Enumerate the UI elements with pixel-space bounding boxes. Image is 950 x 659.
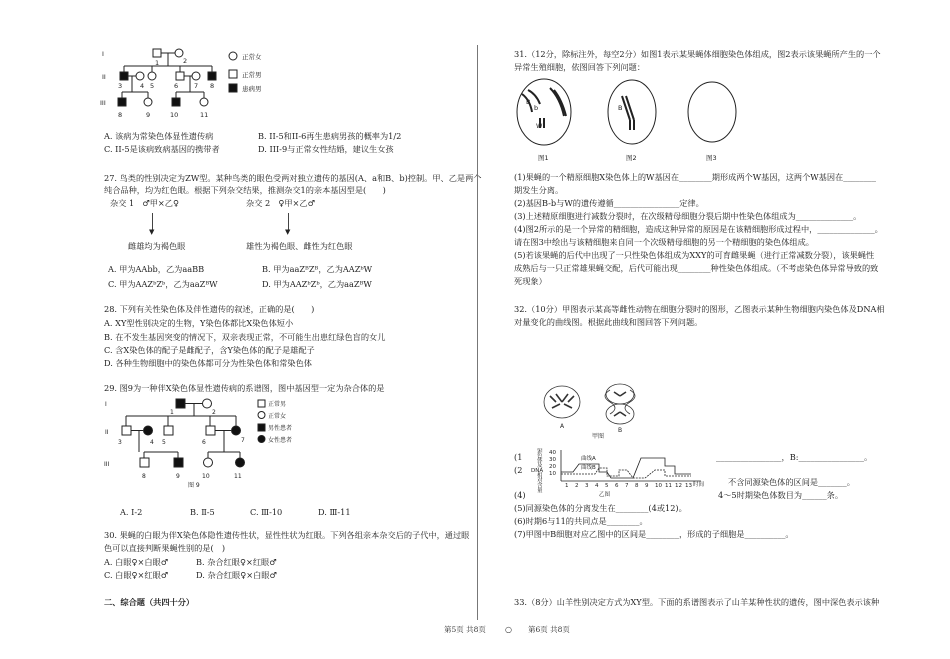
- q29-option-c: C. Ⅲ-10: [250, 507, 283, 517]
- q32-item-4-blank: 4～5时期染色体数目为______条。: [718, 490, 844, 500]
- q32-item-1-label: (1: [514, 452, 523, 462]
- svg-text:图1: 图1: [538, 154, 549, 162]
- legend-normal-male: 正常男: [242, 71, 262, 79]
- svg-text:30: 30: [549, 457, 556, 463]
- svg-text:20: 20: [549, 464, 556, 470]
- svg-text:5: 5: [162, 439, 166, 446]
- q32-figure-yi: [515, 448, 715, 498]
- svg-text:10: 10: [549, 471, 556, 477]
- q32-stem-line1: 32.（10分）甲图表示某高等雌性动物在细胞分裂时的图形，乙图表示某种生物细胞内染色体及DNA相: [514, 304, 885, 314]
- svg-text:10: 10: [202, 473, 210, 480]
- svg-text:量: 量: [537, 488, 543, 494]
- svg-text:II: II: [105, 429, 109, 436]
- svg-text:及: 及: [537, 463, 543, 469]
- q28-option-a: A. XY型性别决定的生物，Y染色体都比X染色体短小: [104, 318, 294, 328]
- footer-circle-icon: ○: [505, 625, 512, 634]
- q29-option-d: D. Ⅲ-11: [318, 507, 351, 517]
- x-tick-label: 12: [675, 483, 682, 489]
- svg-text:正常男: 正常男: [268, 401, 287, 408]
- svg-text:染: 染: [537, 448, 543, 454]
- q31-stem-line1: 31.（12分，除标注外，每空2分）如图1表示某果蝇体细胞染色体组成，图2表示该果蝇所产生的一个: [514, 49, 881, 59]
- svg-text:1: 1: [170, 409, 174, 416]
- q30-option-c: C. 白眼♀×红眼♂: [104, 570, 169, 580]
- pedigree-chart-9: [104, 394, 304, 490]
- q32-item-4-label: (4): [514, 490, 526, 500]
- svg-text:曲线A: 曲线A: [581, 456, 596, 462]
- q32-item-7: (7)甲图中B细胞对应乙图中的区间是________，形成的子细胞是__________。: [514, 529, 794, 539]
- svg-text:III: III: [104, 461, 110, 468]
- svg-text:含: 含: [537, 483, 543, 489]
- x-tick-label: 9: [645, 483, 649, 489]
- q27-option-d: D. 甲为AAZᵇZᵇ，乙为aaZᴮW: [262, 279, 372, 289]
- q27-option-b: B. 甲为aaZᴮZᴮ，乙为AAZᵇW: [262, 264, 373, 274]
- svg-text:7: 7: [194, 82, 199, 90]
- q28-stem: 28. 下列有关性染色体及伴性遗传的叙述，正确的是( ): [104, 304, 315, 314]
- q27-cross2: 杂交 2 ♀甲×乙♂: [246, 198, 315, 208]
- svg-text:8: 8: [118, 111, 123, 119]
- q32-item-3-blank: 不含同源染色体的区间是_______。: [728, 477, 855, 487]
- svg-text:图2: 图2: [626, 154, 637, 162]
- svg-text:9: 9: [146, 111, 151, 119]
- q32-item-6: (6)时期6与11的共同点是________。: [514, 516, 648, 526]
- q30-stem-line1: 30. 果蝇的白眼为伴X染色体隐性遗传性状，显性性状为红眼。下列各组亲本杂交后的子代中，通过眼: [104, 530, 470, 540]
- svg-text:4: 4: [140, 82, 145, 90]
- q27-option-c: C. 甲为AAZᵇZᵇ，乙为aaZᴮW: [108, 279, 218, 289]
- svg-text:色: 色: [537, 453, 543, 459]
- svg-text:2: 2: [212, 409, 216, 416]
- q28-option-d: D. 各种生物细胞中的染色体都可分为性染色体和常染色体: [104, 358, 312, 368]
- q29-option-a: A. Ⅰ-2: [120, 507, 143, 517]
- q31-item-5a: (5)若该果蝇的后代中出现了一只性染色体组成为XXY的可育雌果蝇（进行正常减数分裂），该果蝇性: [514, 250, 875, 260]
- svg-text:11: 11: [200, 111, 209, 119]
- svg-text:5: 5: [150, 82, 155, 90]
- q27-arrow-1-head: ▼: [149, 228, 155, 236]
- q28-option-c: C. 含X染色体的配子是雌配子，含Y染色体的配子是雄配子: [104, 345, 315, 355]
- q29-option-b: B. Ⅱ-5: [190, 507, 215, 517]
- svg-text:8: 8: [142, 473, 146, 480]
- svg-text:II: II: [102, 73, 106, 81]
- svg-text:10: 10: [170, 111, 179, 119]
- svg-text:9: 9: [176, 473, 180, 480]
- q26-option-d: D. III-9与正常女性结婚，建议生女孩: [258, 144, 394, 154]
- column-divider: [477, 45, 478, 620]
- q31-figures: [514, 76, 754, 166]
- svg-text:乙图: 乙图: [599, 492, 611, 498]
- svg-text:时间: 时间: [693, 482, 705, 488]
- q31-item-4a: (4)图2所示的是一个异常的精细胞，造成这种异常的原因是在该精细胞形成过程中，______________。: [514, 224, 883, 234]
- legend-normal-female: 正常女: [242, 53, 262, 61]
- svg-text:I: I: [102, 50, 104, 58]
- q27-result1: 雌雄均为褐色眼: [128, 241, 186, 251]
- svg-text:正常女: 正常女: [268, 413, 287, 420]
- q27-cross1: 杂交 1 ♂甲×乙♀: [110, 198, 179, 208]
- svg-text:对: 对: [537, 478, 543, 484]
- svg-text:b: b: [534, 104, 539, 112]
- svg-text:W: W: [536, 122, 543, 130]
- svg-text:DNA: DNA: [531, 468, 544, 474]
- x-tick-label: 2: [575, 483, 579, 489]
- svg-text:女性患者: 女性患者: [268, 437, 293, 444]
- q26-option-b: B. II-5和II-6再生患病男孩的概率为1/2: [258, 131, 402, 141]
- q31-item-1b: 期发生分离。: [514, 185, 564, 195]
- q27-arrow-2-head: ▼: [285, 228, 291, 236]
- legend-affected-male: 患病男: [242, 85, 262, 93]
- q31-item-3: (3)上述精原细胞进行减数分裂时，在次级精母细胞分裂后期中性染色体组成为______________。: [514, 211, 862, 221]
- footer-page-left: 第5页 共8页: [444, 625, 486, 634]
- svg-text:3: 3: [118, 439, 122, 446]
- x-tick-label: 1: [565, 483, 569, 489]
- q31-item-5b: 成熟后与一只正常雄果蝇交配，后代可能出现________种性染色体组成。（不考虑染色体异常导致的致: [514, 263, 879, 273]
- q28-option-b: B. 在不发生基因突变的情况下，双亲表现正常，不可能生出患红绿色盲的女儿: [104, 332, 386, 342]
- svg-text:B: B: [618, 104, 623, 112]
- q31-item-1a: (1)果蝇的一个精原细胞X染色体上的W基因在________期形成两个W基因，这两个W基因在________: [514, 172, 876, 182]
- svg-text:男性患者: 男性患者: [268, 425, 293, 432]
- pedigree-chart-1: [100, 46, 280, 132]
- q33-stem: 33.（8分）山羊性别决定方式为XY型。下面的系谱图表示了山羊某种性状的遗传，图中深色表示该种: [514, 597, 880, 607]
- q30-option-d: D. 杂合红眼♀×白眼♂: [196, 570, 277, 580]
- svg-text:6: 6: [174, 82, 179, 90]
- svg-text:6: 6: [202, 439, 206, 446]
- q32-item-5: (5)同源染色体的分离发生在________(4或12)。: [514, 503, 687, 513]
- q26-option-a: A. 该病为常染色体显性遗传病: [104, 131, 214, 141]
- x-tick-label: 10: [655, 483, 662, 489]
- svg-text:B: B: [526, 98, 531, 106]
- q32-item-1-blank: ________________，B:________________。: [716, 452, 873, 462]
- q30-option-b: B. 杂合红眼♀×红眼♂: [196, 557, 277, 567]
- q27-result2: 雄性为褐色眼、雌性为红色眼: [246, 241, 353, 251]
- q31-item-2: (2)基因B-b与W的遗传遵循________________定律。: [514, 198, 704, 208]
- q29-stem: 29. 图9为一种伴X染色体显性遗传病的系谱图，图中基因型一定为杂合体的是: [104, 383, 385, 393]
- q26-option-c: C. II-5是该病致病基因的携带者: [104, 144, 220, 154]
- svg-text:体: 体: [537, 458, 543, 464]
- svg-text:2: 2: [183, 57, 188, 65]
- svg-text:相: 相: [537, 473, 543, 479]
- q31-item-5c: 死现象）: [514, 276, 547, 286]
- q27-stem-line2: 纯合品种，均为红色眼。根据下列杂交结果，推测杂交1的亲本基因型是( ): [104, 185, 386, 195]
- svg-text:I: I: [105, 401, 107, 408]
- svg-text:11: 11: [234, 473, 242, 480]
- q30-stem-line2: 色可以直接判断果蝇性别的是( ): [104, 543, 226, 553]
- q31-item-4b: 请在图3中绘出与该精细胞来自同一个次级精母细胞的另一个精细胞的染色体组成。: [514, 237, 814, 247]
- svg-text:图3: 图3: [706, 154, 717, 162]
- svg-text:8: 8: [210, 82, 215, 90]
- x-tick-label: 7: [625, 483, 629, 489]
- svg-text:III: III: [100, 99, 106, 107]
- x-tick-label: 11: [665, 483, 672, 489]
- svg-text:A: A: [560, 423, 565, 430]
- svg-text:曲线B: 曲线B: [581, 465, 596, 471]
- svg-text:40: 40: [549, 450, 556, 456]
- x-tick-label: 6: [615, 483, 619, 489]
- svg-text:3: 3: [118, 82, 123, 90]
- q27-stem-line1: 27. 鸟类的性别决定为ZW型。某种鸟类的眼色受两对独立遗传的基因(A、a和B、b)控制。甲、乙是两个: [104, 173, 482, 183]
- svg-text:甲图: 甲图: [592, 433, 605, 440]
- q32-item-2-label: (2: [514, 465, 523, 475]
- q32-stem-line2: 对量变化的曲线图。根据此曲线和图回答下列问题。: [514, 317, 703, 327]
- svg-text:图 9: 图 9: [188, 482, 200, 489]
- footer-page-right: 第6页 共8页: [528, 625, 570, 634]
- svg-text:4: 4: [150, 439, 154, 446]
- svg-text:B: B: [618, 427, 623, 434]
- x-tick-label: 8: [635, 483, 639, 489]
- section2-heading: 二、综合题（共四十分）: [104, 597, 195, 607]
- svg-text:1: 1: [155, 59, 160, 67]
- q32-figure-jia: [540, 380, 660, 440]
- x-tick-label: 4: [595, 483, 599, 489]
- q30-option-a: A. 白眼♀×白眼♂: [104, 557, 169, 567]
- x-tick-label: 3: [585, 483, 589, 489]
- q31-stem-line2: 异常生殖细胞，依图回答下列问题：: [514, 62, 646, 72]
- x-tick-label: 13: [685, 483, 692, 489]
- x-tick-label: 5: [605, 483, 609, 489]
- svg-text:7: 7: [241, 437, 245, 444]
- q27-option-a: A. 甲为AAbb，乙为aaBB: [108, 264, 205, 274]
